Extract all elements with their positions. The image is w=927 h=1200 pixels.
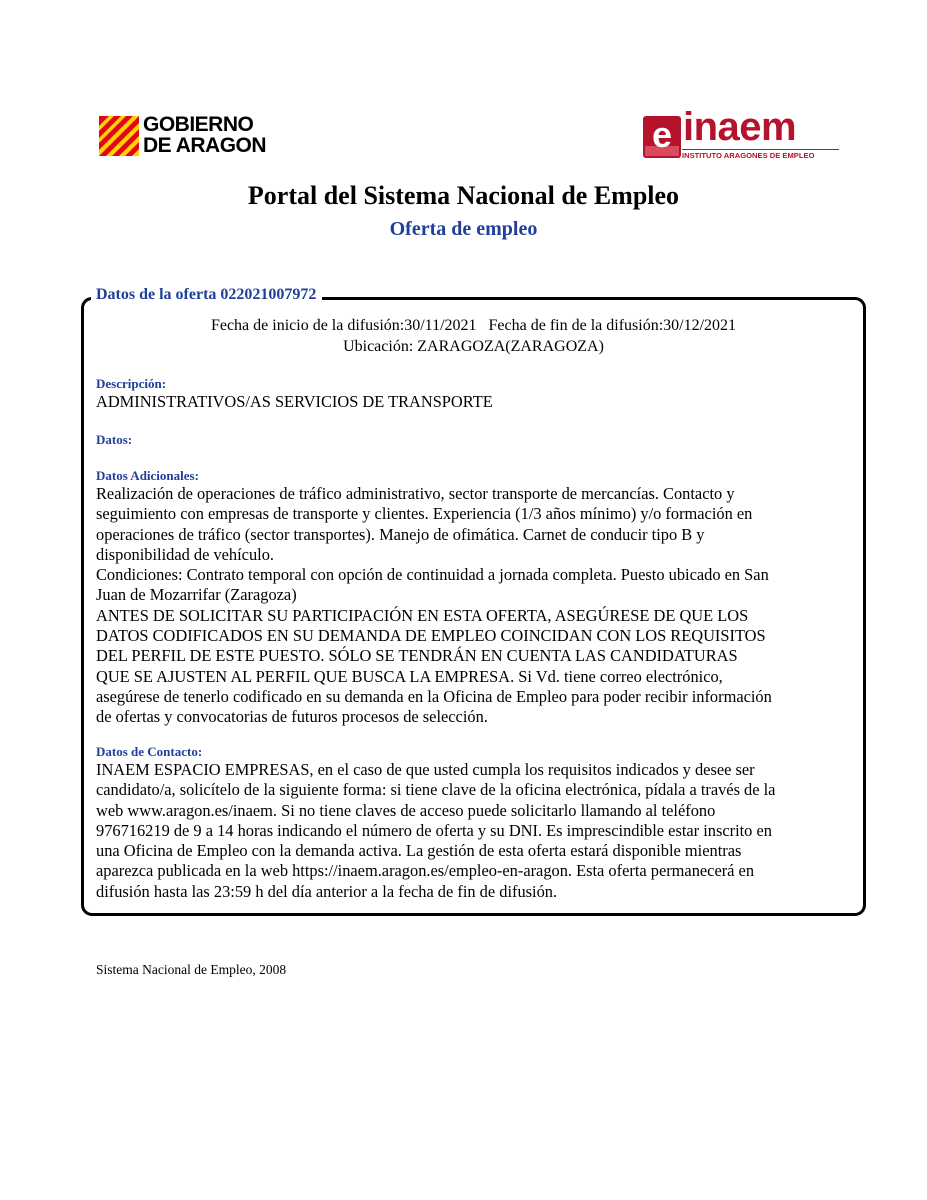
inaem-e-icon xyxy=(643,116,681,158)
aragon-flag-icon xyxy=(99,116,139,156)
inaem-subtitle: INSTITUTO ARAGONES DE EMPLEO xyxy=(682,149,839,160)
gobierno-logo-line1: GOBIERNO xyxy=(143,113,254,136)
offer-legend: Datos de la oferta 022021007972 xyxy=(91,284,322,306)
datos-label: Datos: xyxy=(96,432,133,447)
descripcion-label: Descripción: xyxy=(96,376,167,391)
gobierno-de-aragon-logo xyxy=(99,113,284,160)
footer-text: Sistema Nacional de Empleo, 2008 xyxy=(96,962,287,977)
adicionales-label: Datos Adicionales: xyxy=(96,468,199,483)
adicionales-text: Realización de operaciones de tráfico administrativo, sector transporte de mercancías. Contacto y seguimiento con empresas de transporte y clientes. Experiencia (1/3 años mínimo) y/o formación en operaciones de tráfico (sector transportes). Manejo de ofimática. Carnet de conducir tipo B y disponibilidad de vehículo. Condiciones: Contrato temporal con opción de continuidad a jornada completa. Puesto ubicado en San Juan de Mozarrifar (Zaragoza) ANTES DE SOLICITAR SU PARTICIPACIÓN EN ESTA OFERTA, ASEGÚRESE DE QUE LOS DATOS CODIFICADOS EN SU DEMANDA DE EMPLEO COINCIDAN CON LOS REQUISITOS DEL PERFIL DE ESTE PUESTO. SÓLO SE TENDRÁN EN CUENTA LAS CANDIDATURAS QUE SE AJUSTEN AL PERFIL QUE BUSCA LA EMPRESA. Si Vd. tiene correo electrónico, asegúrese de tenerlo codificado en su demanda en la Oficina de Empleo para poder recibir información de ofertas y convocatorias de futuros procesos de selección. xyxy=(96,484,772,727)
page-title: Portal del Sistema Nacional de Empleo xyxy=(247,181,680,210)
diffusion-dates: Fecha de inicio de la difusión:30/11/2021 Fecha de fin de la difusión:30/12/2021 xyxy=(210,317,737,334)
contacto-label: Datos de Contacto: xyxy=(96,744,203,759)
descripcion-text: ADMINISTRATIVOS/AS SERVICIOS DE TRANSPORTE xyxy=(96,392,493,411)
page-subtitle: Oferta de empleo xyxy=(389,218,538,240)
contacto-text: INAEM ESPACIO EMPRESAS, en el caso de que usted cumpla los requisitos indicados y desee ser candidato/a, solicítelo de la siguiente forma: si tiene clave de la oficina electrónica, pídala a través de la web www.aragon.es/inaem. Si no tiene claves de acceso puede solicitarlo llamando al teléfono 976716219 de 9 a 14 horas indicando el número de oferta y su DNI. Es imprescindible estar inscrito en una Oficina de Empleo con la demanda activa. La gestión de esta oferta estará disponible mientras aparezca publicada en la web https://inaem.aragon.es/empleo-en-aragon. Esta oferta permanecerá en difusión hasta las 23:59 h del día anterior a la fecha de fin de difusión. xyxy=(96,760,776,901)
inaem-logo xyxy=(640,105,840,161)
location-line: Ubicación: ZARAGOZA(ZARAGOZA) xyxy=(343,338,604,355)
inaem-e-letter: e xyxy=(651,116,673,155)
gobierno-logo-line2: DE ARAGON xyxy=(143,134,267,157)
inaem-wordmark: inaem xyxy=(683,105,797,149)
